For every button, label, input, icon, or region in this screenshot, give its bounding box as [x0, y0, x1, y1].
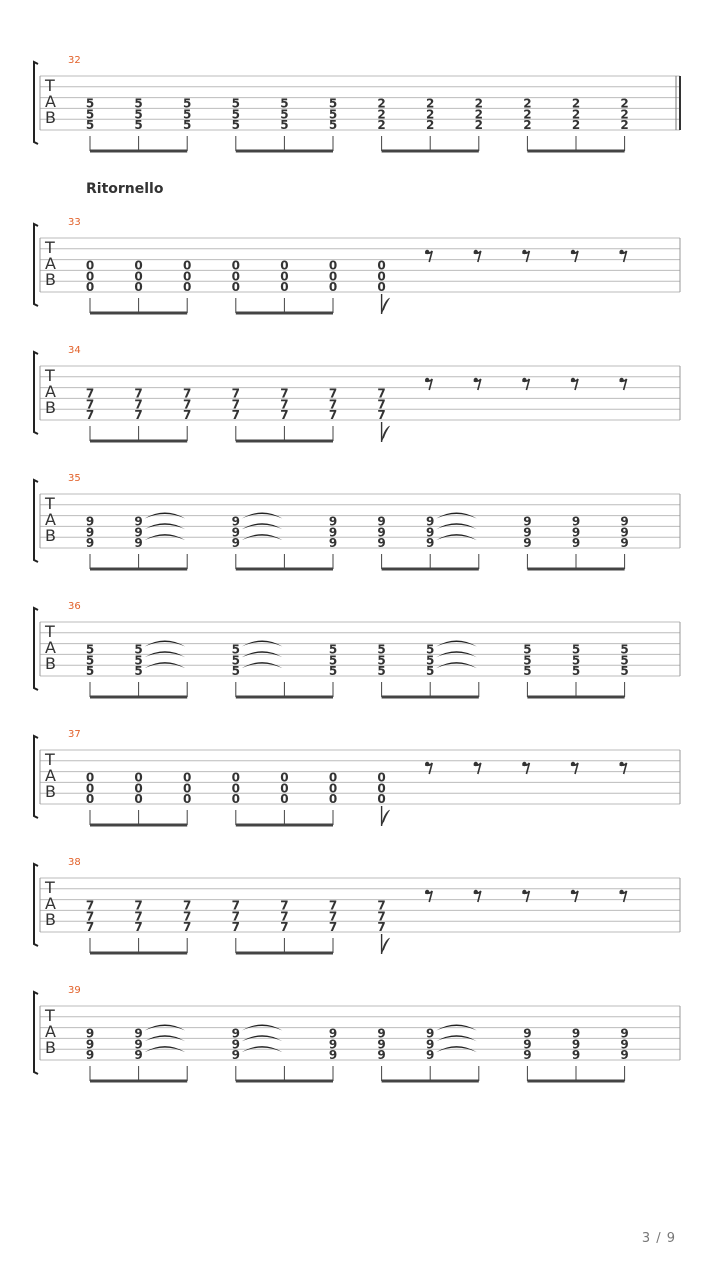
fret-number: 7: [328, 909, 338, 924]
fret-number: 9: [85, 1026, 95, 1041]
tab-letter: T: [45, 494, 55, 513]
fret-number: 7: [377, 397, 386, 412]
fret-number: 0: [85, 770, 95, 785]
fret-number: 7: [85, 920, 95, 935]
fret-number: 7: [377, 909, 386, 924]
tab-letter: A: [45, 92, 56, 111]
eighth-rest: [619, 378, 626, 390]
fret-number: 0: [134, 280, 143, 295]
fret-number: 9: [231, 536, 240, 551]
fret-number: 0: [377, 781, 386, 796]
tab-letter: B: [45, 270, 56, 289]
fret-number: 9: [523, 514, 532, 529]
fret-number: 7: [328, 397, 338, 412]
fret-number: 9: [377, 514, 386, 529]
fret-number: 2: [426, 107, 435, 122]
fret-number: 5: [523, 653, 532, 668]
note-flag: [382, 298, 390, 314]
tab-letter: A: [45, 254, 56, 273]
eighth-rest: [474, 378, 481, 390]
fret-number: 9: [328, 536, 338, 551]
fret-number: 2: [523, 96, 532, 111]
fret-number: 5: [328, 653, 338, 668]
tab-letter: A: [45, 894, 56, 913]
fret-number: 9: [231, 1048, 240, 1063]
fret-number: 9: [426, 525, 435, 540]
fret-number: 9: [620, 1048, 629, 1063]
tab-system: [34, 857, 680, 955]
fret-number: 7: [328, 920, 338, 935]
fret-number: 5: [328, 664, 338, 679]
fret-number: 2: [426, 118, 435, 133]
fret-number: 5: [328, 96, 338, 111]
fret-number: 9: [523, 1037, 532, 1052]
beam: [236, 1080, 333, 1083]
fret-number: 0: [85, 792, 95, 807]
fret-number: 9: [523, 525, 532, 540]
fret-number: 2: [426, 96, 435, 111]
fret-number: 9: [134, 514, 143, 529]
tab-letter: T: [45, 878, 55, 897]
fret-number: 5: [85, 664, 95, 679]
tab-letter: A: [45, 638, 56, 657]
fret-number: 7: [377, 898, 386, 913]
fret-number: 9: [231, 525, 240, 540]
fret-number: 7: [183, 408, 192, 423]
tab-system: [34, 217, 680, 315]
fret-number: 0: [134, 258, 143, 273]
fret-number: 9: [134, 536, 143, 551]
fret-number: 2: [474, 107, 483, 122]
fret-number: 5: [571, 664, 581, 679]
measure-number: 39: [68, 985, 81, 996]
fret-number: 5: [85, 118, 95, 133]
fret-number: 0: [134, 792, 143, 807]
fret-number: 7: [328, 898, 338, 913]
beam: [527, 696, 624, 699]
fret-number: 0: [231, 280, 240, 295]
fret-number: 9: [85, 1048, 95, 1063]
beam: [527, 1080, 624, 1083]
fret-number: 7: [377, 408, 386, 423]
tab-letter: B: [45, 1038, 56, 1057]
beam: [382, 696, 479, 699]
fret-number: 0: [377, 792, 386, 807]
note-flag: [382, 426, 390, 442]
system-bracket: [34, 352, 38, 434]
fret-number: 5: [231, 642, 240, 657]
fret-number: 7: [85, 397, 95, 412]
fret-number: 5: [620, 664, 629, 679]
tab-system: [34, 345, 680, 443]
fret-number: 5: [328, 107, 338, 122]
fret-number: 0: [280, 269, 289, 284]
fret-number: 0: [377, 269, 386, 284]
fret-number: 7: [328, 408, 338, 423]
fret-number: 7: [134, 397, 143, 412]
eighth-rest: [522, 890, 529, 902]
fret-number: 5: [426, 642, 435, 657]
measure-number: 34: [68, 345, 81, 356]
beam: [382, 1080, 479, 1083]
fret-number: 2: [620, 96, 629, 111]
fret-number: 9: [134, 525, 143, 540]
fret-number: 0: [183, 792, 192, 807]
eighth-rest: [522, 250, 529, 262]
fret-number: 7: [377, 920, 386, 935]
fret-number: 0: [280, 258, 289, 273]
fret-number: 9: [328, 514, 338, 529]
fret-number: 5: [571, 642, 581, 657]
fret-number: 9: [85, 536, 95, 551]
fret-number: 0: [85, 258, 95, 273]
fret-number: 9: [523, 536, 532, 551]
fret-number: 0: [328, 258, 338, 273]
fret-number: 5: [85, 653, 95, 668]
fret-number: 9: [620, 536, 629, 551]
beam: [236, 150, 333, 153]
measure-number: 38: [68, 857, 81, 868]
beam: [236, 312, 333, 315]
beam: [382, 150, 479, 153]
eighth-rest: [571, 762, 578, 774]
fret-number: 0: [183, 269, 192, 284]
fret-number: 9: [328, 1037, 338, 1052]
beam: [90, 1080, 187, 1083]
fret-number: 0: [231, 792, 240, 807]
beam: [236, 696, 333, 699]
fret-number: 7: [85, 408, 95, 423]
fret-number: 2: [620, 118, 629, 133]
fret-number: 9: [328, 1026, 338, 1041]
fret-number: 0: [134, 269, 143, 284]
eighth-rest: [474, 890, 481, 902]
fret-number: 7: [183, 920, 192, 935]
fret-number: 5: [280, 118, 289, 133]
fret-number: 0: [328, 792, 338, 807]
fret-number: 7: [231, 898, 240, 913]
fret-number: 2: [571, 118, 581, 133]
fret-number: 9: [571, 1037, 581, 1052]
eighth-rest: [522, 378, 529, 390]
eighth-rest: [425, 250, 432, 262]
fret-number: 7: [134, 898, 143, 913]
fret-number: 9: [85, 514, 95, 529]
fret-number: 2: [474, 118, 483, 133]
beam: [236, 824, 333, 827]
fret-number: 7: [280, 386, 289, 401]
fret-number: 9: [231, 1026, 240, 1041]
fret-number: 0: [280, 792, 289, 807]
system-bracket: [34, 864, 38, 946]
fret-number: 7: [231, 920, 240, 935]
fret-number: 0: [134, 781, 143, 796]
fret-number: 7: [328, 386, 338, 401]
fret-number: 5: [426, 653, 435, 668]
fret-number: 0: [231, 781, 240, 796]
fret-number: 9: [134, 1048, 143, 1063]
beam: [90, 150, 187, 153]
tab-letter: T: [45, 750, 55, 769]
fret-number: 5: [183, 118, 192, 133]
fret-number: 5: [523, 642, 532, 657]
fret-number: 7: [134, 920, 143, 935]
fret-number: 5: [134, 653, 143, 668]
fret-number: 7: [231, 408, 240, 423]
tab-letter: B: [45, 398, 56, 417]
fret-number: 5: [85, 642, 95, 657]
fret-number: 0: [231, 269, 240, 284]
fret-number: 0: [328, 280, 338, 295]
fret-number: 9: [426, 1026, 435, 1041]
fret-number: 2: [571, 96, 581, 111]
tab-system: [34, 601, 680, 699]
fret-number: 5: [134, 96, 143, 111]
fret-number: 2: [474, 96, 483, 111]
fret-number: 0: [183, 280, 192, 295]
tab-letter: B: [45, 108, 56, 127]
fret-number: 7: [231, 397, 240, 412]
fret-number: 7: [134, 386, 143, 401]
beam: [382, 568, 479, 571]
fret-number: 7: [231, 909, 240, 924]
fret-number: 7: [183, 386, 192, 401]
measure-number: 37: [68, 729, 81, 740]
fret-number: 7: [280, 397, 289, 412]
beam: [90, 696, 187, 699]
eighth-rest: [571, 890, 578, 902]
fret-number: 0: [328, 781, 338, 796]
fret-number: 5: [328, 642, 338, 657]
fret-number: 5: [620, 642, 629, 657]
fret-number: 9: [426, 514, 435, 529]
system-bracket: [34, 224, 38, 306]
beam: [527, 568, 624, 571]
fret-number: 0: [377, 258, 386, 273]
fret-number: 9: [231, 514, 240, 529]
fret-number: 7: [134, 408, 143, 423]
fret-number: 2: [377, 118, 386, 133]
fret-number: 5: [183, 107, 192, 122]
fret-number: 9: [377, 1037, 386, 1052]
fret-number: 2: [377, 107, 386, 122]
beam: [90, 568, 187, 571]
fret-number: 9: [377, 536, 386, 551]
eighth-rest: [474, 762, 481, 774]
tab-letter: T: [45, 366, 55, 385]
fret-number: 2: [620, 107, 629, 122]
tab-system: [34, 55, 680, 153]
measure-number: 35: [68, 473, 81, 484]
tab-letter: B: [45, 526, 56, 545]
fret-number: 0: [231, 770, 240, 785]
fret-number: 5: [231, 96, 240, 111]
fret-number: 5: [571, 653, 581, 668]
measure-number: 36: [68, 601, 81, 612]
fret-number: 7: [280, 408, 289, 423]
tab-system: [34, 473, 680, 571]
fret-number: 7: [280, 920, 289, 935]
fret-number: 7: [85, 909, 95, 924]
eighth-rest: [619, 890, 626, 902]
fret-number: 9: [134, 1037, 143, 1052]
eighth-rest: [474, 250, 481, 262]
fret-number: 5: [377, 653, 386, 668]
fret-number: 9: [571, 536, 581, 551]
fret-number: 7: [85, 386, 95, 401]
beam: [236, 952, 333, 955]
tab-letter: T: [45, 622, 55, 641]
tab-letter: B: [45, 782, 56, 801]
fret-number: 9: [85, 1037, 95, 1052]
fret-number: 5: [231, 118, 240, 133]
fret-number: 5: [134, 664, 143, 679]
fret-number: 0: [280, 770, 289, 785]
system-bracket: [34, 992, 38, 1074]
fret-number: 5: [280, 107, 289, 122]
fret-number: 9: [85, 525, 95, 540]
beam: [236, 440, 333, 443]
beam: [90, 824, 187, 827]
tab-letter: A: [45, 510, 56, 529]
fret-number: 9: [426, 1037, 435, 1052]
fret-number: 0: [85, 269, 95, 284]
eighth-rest: [619, 762, 626, 774]
tab-letter: B: [45, 654, 56, 673]
fret-number: 9: [571, 514, 581, 529]
fret-number: 9: [571, 525, 581, 540]
tab-letter: B: [45, 910, 56, 929]
fret-number: 0: [328, 770, 338, 785]
fret-number: 2: [523, 107, 532, 122]
system-bracket: [34, 736, 38, 818]
fret-number: 9: [523, 1026, 532, 1041]
fret-number: 0: [85, 781, 95, 796]
tab-letter: A: [45, 766, 56, 785]
note-flag: [382, 810, 390, 826]
fret-number: 2: [377, 96, 386, 111]
tab-letter: T: [45, 76, 55, 95]
fret-number: 9: [620, 1037, 629, 1052]
section-label: Ritornello: [86, 181, 164, 197]
fret-number: 9: [426, 1048, 435, 1063]
tab-letter: A: [45, 1022, 56, 1041]
fret-number: 0: [183, 770, 192, 785]
fret-number: 0: [280, 280, 289, 295]
fret-number: 7: [280, 909, 289, 924]
fret-number: 0: [377, 770, 386, 785]
fret-number: 9: [571, 1048, 581, 1063]
fret-number: 5: [183, 96, 192, 111]
fret-number: 0: [280, 781, 289, 796]
fret-number: 0: [328, 269, 338, 284]
eighth-rest: [619, 250, 626, 262]
system-bracket: [34, 608, 38, 690]
beam: [527, 150, 624, 153]
beam: [90, 440, 187, 443]
fret-number: 5: [280, 96, 289, 111]
fret-number: 7: [231, 386, 240, 401]
fret-number: 0: [183, 258, 192, 273]
fret-number: 5: [377, 642, 386, 657]
eighth-rest: [571, 378, 578, 390]
fret-number: 7: [134, 909, 143, 924]
fret-number: 9: [231, 1037, 240, 1052]
fret-number: 7: [377, 386, 386, 401]
fret-number: 0: [183, 781, 192, 796]
fret-number: 5: [134, 107, 143, 122]
tab-letter: T: [45, 238, 55, 257]
fret-number: 9: [620, 1026, 629, 1041]
eighth-rest: [425, 762, 432, 774]
eighth-rest: [425, 378, 432, 390]
fret-number: 9: [377, 525, 386, 540]
fret-number: 5: [377, 664, 386, 679]
tab-letter: T: [45, 1006, 55, 1025]
system-bracket: [34, 62, 38, 144]
page-number: 3 / 9: [641, 1231, 676, 1246]
fret-number: 2: [571, 107, 581, 122]
fret-number: 5: [620, 653, 629, 668]
fret-number: 0: [85, 280, 95, 295]
fret-number: 0: [377, 280, 386, 295]
fret-number: 5: [426, 664, 435, 679]
fret-number: 0: [134, 770, 143, 785]
fret-number: 5: [523, 664, 532, 679]
fret-number: 5: [231, 107, 240, 122]
fret-number: 9: [134, 1026, 143, 1041]
fret-number: 0: [231, 258, 240, 273]
beam: [90, 952, 187, 955]
fret-number: 5: [134, 118, 143, 133]
fret-number: 9: [328, 1048, 338, 1063]
fret-number: 9: [571, 1026, 581, 1041]
fret-number: 5: [85, 107, 95, 122]
fret-number: 7: [280, 898, 289, 913]
fret-number: 9: [328, 525, 338, 540]
tab-system: [34, 729, 680, 827]
fret-number: 7: [85, 898, 95, 913]
measure-number: 33: [68, 217, 81, 228]
fret-number: 7: [183, 898, 192, 913]
fret-number: 9: [620, 514, 629, 529]
fret-number: 2: [523, 118, 532, 133]
beam: [236, 568, 333, 571]
eighth-rest: [571, 250, 578, 262]
tab-letter: A: [45, 382, 56, 401]
fret-number: 9: [377, 1026, 386, 1041]
fret-number: 5: [231, 653, 240, 668]
eighth-rest: [425, 890, 432, 902]
beam: [90, 312, 187, 315]
fret-number: 5: [85, 96, 95, 111]
fret-number: 9: [377, 1048, 386, 1063]
note-flag: [382, 938, 390, 954]
fret-number: 9: [620, 525, 629, 540]
fret-number: 7: [183, 909, 192, 924]
tab-system: [34, 985, 680, 1083]
fret-number: 9: [426, 536, 435, 551]
fret-number: 5: [231, 664, 240, 679]
fret-number: 5: [328, 118, 338, 133]
system-bracket: [34, 480, 38, 562]
fret-number: 9: [523, 1048, 532, 1063]
eighth-rest: [522, 762, 529, 774]
fret-number: 5: [134, 642, 143, 657]
fret-number: 7: [183, 397, 192, 412]
measure-number: 32: [68, 55, 81, 66]
